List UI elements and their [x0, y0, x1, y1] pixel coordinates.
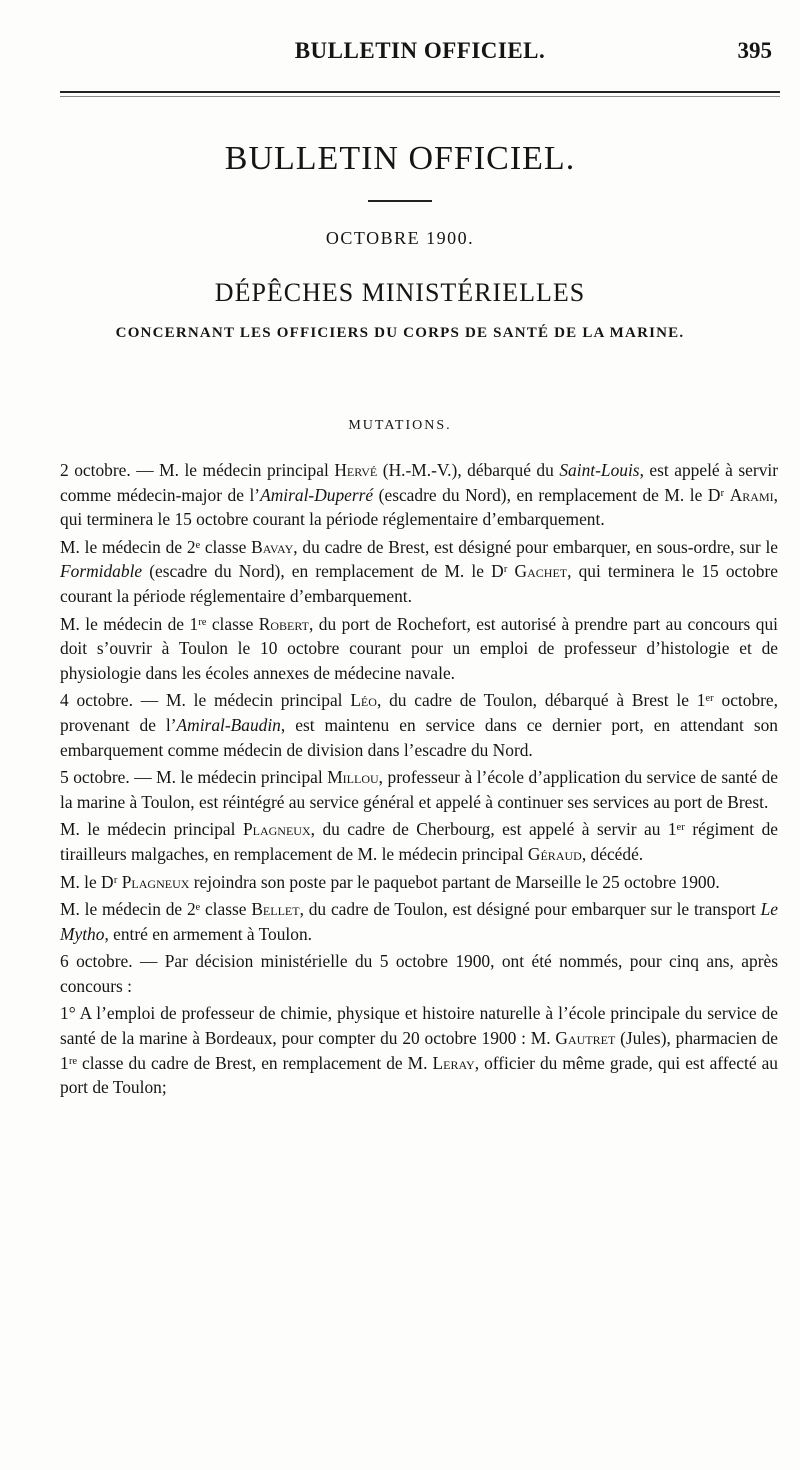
- text-run: , du cadre de Brest, est désigné pour embarquer, en sous-ordre, sur le: [293, 536, 778, 557]
- text-run: , du cadre de Toulon, débarqué à Brest le 1ᵉʳ octobre, provenant de l’: [60, 690, 778, 735]
- text-run: , professeur à l’école d’application du service de santé de la marine à Toulon, est réintégré au service général et appelé à continuer ses services au port de Brest.: [60, 767, 778, 812]
- text-run: rejoindra son poste par le paquebot partant de Marseille le 25 octobre 1900.: [189, 871, 720, 892]
- running-header: [60, 38, 780, 72]
- text-run: , est appelé à servir comme médecin-major de l’: [60, 460, 779, 505]
- text-run: (Jules), pharmacien de 1ʳᵉ classe du cadre de Brest, en remplacement de M.: [60, 1028, 779, 1073]
- header-rule-thin: [60, 96, 780, 97]
- text-run: M. le médecin de 2ᵉ classe: [60, 536, 252, 557]
- person-name: Bellet: [251, 899, 300, 920]
- text-run: , officier du même grade, qui est affecté au port de Toulon;: [60, 1052, 778, 1098]
- person-name: Plagneux: [242, 819, 311, 840]
- paragraph: [60, 535, 778, 609]
- ship-name: Le Mytho: [60, 899, 778, 944]
- person-name: Leray: [432, 1052, 475, 1073]
- text-run: (H.-M.-V.), débarqué du: [377, 460, 560, 480]
- header-rule: [60, 91, 780, 93]
- text-run: , qui terminera le 15 octobre courant la période réglementaire d’embarquement.: [60, 561, 778, 606]
- ship-name: Saint-Louis: [559, 460, 640, 480]
- text-run: (escadre du Nord), en remplacement de M. le Dʳ: [142, 561, 515, 582]
- person-name: Gautret: [555, 1028, 616, 1049]
- paragraph: [60, 765, 778, 814]
- text-run: 4 octobre. — M. le médecin principal: [60, 690, 351, 711]
- person-name: Gachet: [514, 561, 568, 582]
- issue-date: OCTOBRE 1900.: [325, 228, 475, 248]
- paragraph: [60, 817, 778, 866]
- paragraph: [60, 897, 778, 946]
- text-run: , entré en armement à Toulon.: [104, 923, 312, 944]
- text-run: M. le médecin de 1ʳᵉ classe: [60, 613, 259, 634]
- ship-name: Formidable: [60, 561, 143, 582]
- body-text: [60, 458, 778, 1103]
- paragraph: [60, 870, 778, 895]
- text-run: 6 octobre. — Par décision ministérielle du 5 octobre 1900, ont été nommés, pour cinq ans, après concours :: [60, 951, 778, 996]
- title-rule: [368, 200, 432, 202]
- text-run: , du cadre de Cherbourg, est appelé à servir au 1ᵉʳ régiment de tirailleurs malgaches, en remplacement de M. le médecin principal: [60, 819, 779, 864]
- person-name: Arami: [729, 484, 774, 505]
- paragraph: [60, 688, 778, 762]
- section-subtitle: CONCERNANT LES OFFICIERS DU CORPS DE SANTÉ DE LA MARINE.: [115, 325, 685, 341]
- text-run: , est maintenu en service dans ce dernier port, en attendant son embarquement comme médecin de division dans l’escadre du Nord.: [60, 714, 778, 760]
- text-run: (escadre du Nord), en remplacement de M. le Dʳ: [373, 484, 730, 505]
- mutations-heading: MUTATIONS.: [348, 418, 452, 433]
- text-run: , du cadre de Toulon, est désigné pour embarquer sur le transport: [299, 899, 761, 920]
- section-title: DÉPÊCHES MINISTÉRIELLES: [214, 278, 586, 307]
- text-run: 5 octobre. — M. le médecin principal: [60, 767, 328, 788]
- text-run: 2 octobre. — M. le médecin principal: [60, 460, 335, 480]
- person-name: Bavay: [251, 536, 294, 557]
- person-name: Hervé: [334, 460, 378, 480]
- text-run: , du port de Rochefort, est autorisé à prendre part au concours qui doit s’ouvrir à Toulon le 10 octobre courant pour un emploi de professeur d’histologie et de physiologie dans les écoles annexes de médecine navale.: [60, 613, 778, 683]
- text-run: M. le médecin de 2ᵉ classe: [60, 899, 252, 920]
- person-name: Léo: [350, 690, 377, 711]
- ship-name: Amiral-Baudin: [176, 714, 281, 735]
- person-name: Robert: [258, 613, 309, 634]
- paragraph: [60, 612, 778, 686]
- main-title: BULLETIN OFFICIEL.: [224, 140, 576, 177]
- text-run: , décédé.: [581, 843, 644, 864]
- person-name: Plagneux: [121, 871, 190, 892]
- paragraph: [60, 1001, 778, 1099]
- text-run: M. le Dʳ: [60, 871, 122, 892]
- ship-name: Amiral-Duperré: [260, 484, 374, 505]
- person-name: Millou: [327, 767, 379, 788]
- running-title: BULLETIN OFFICIEL.: [294, 38, 546, 63]
- page-number: 395: [737, 38, 772, 63]
- paragraph: [60, 949, 778, 998]
- text-run: 1° A l’emploi de professeur de chimie, physique et histoire naturelle à l’école principale du service de santé de la marine à Bordeaux, pour compter du 20 octobre 1900 : M.: [60, 1003, 778, 1049]
- text-run: M. le médecin principal: [60, 819, 243, 840]
- paragraph: [60, 458, 778, 532]
- text-run: , qui terminera le 15 octobre courant la période réglementaire d’embarquement.: [60, 484, 778, 530]
- person-name: Géraud: [527, 843, 582, 864]
